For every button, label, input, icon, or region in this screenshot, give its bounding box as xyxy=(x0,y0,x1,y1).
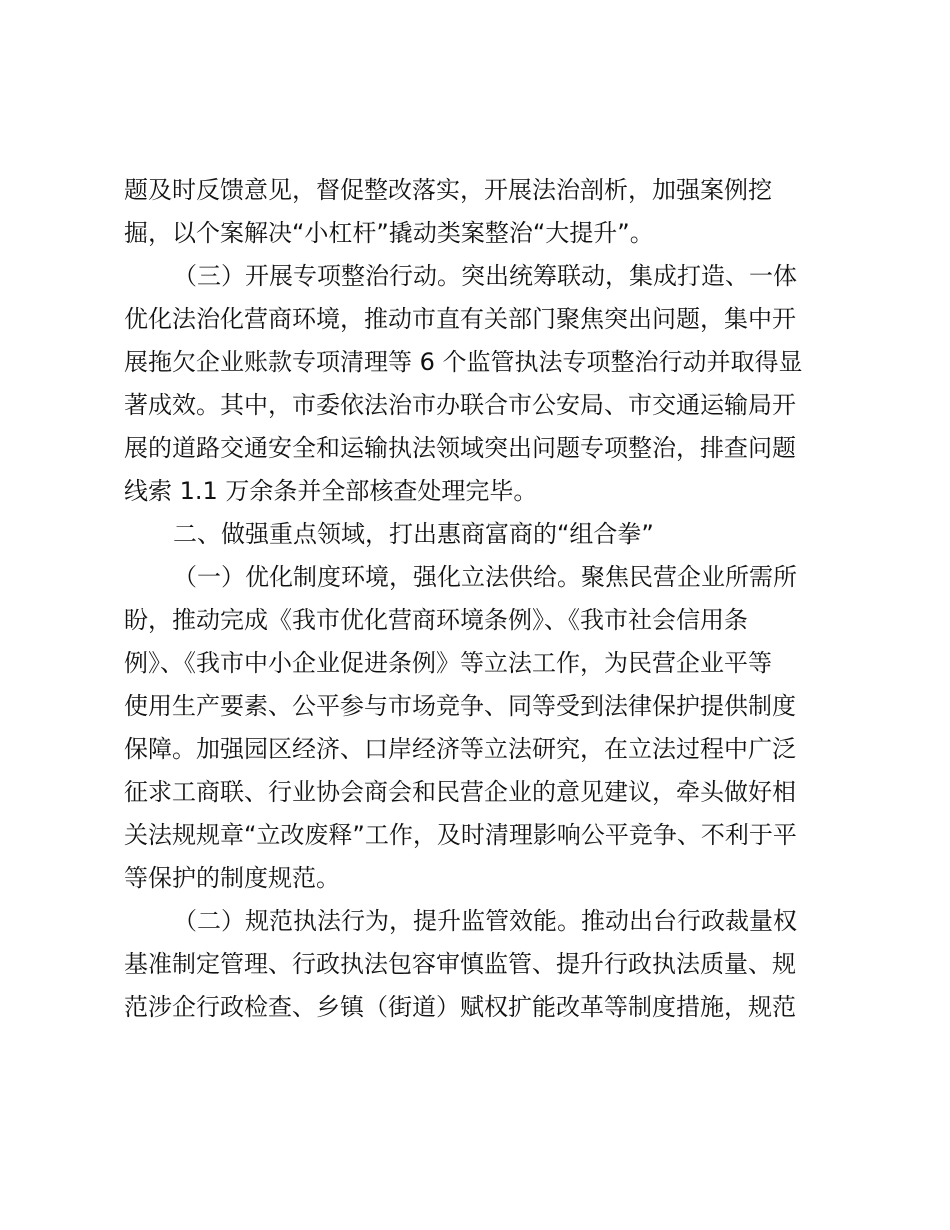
text-line: 展的道路交通安全和运输执法领域突出问题专项整治，排查问题 xyxy=(124,434,796,462)
text-line: 盼，推动完成《我市优化营商环境条例》、《我市社会信用条 xyxy=(124,606,748,634)
text-line: 基准制定管理、行政执法包容审慎监管、提升行政执法质量、规 xyxy=(124,950,796,978)
text-line: 展拖欠企业账款专项清理等 6 个监管执法专项整治行动并取得显 xyxy=(124,348,803,376)
text-line: 掘，以个案解决“小杠杆”撬动类案整治“大提升”。 xyxy=(124,219,654,247)
text-line: （二）规范执法行为，提升监管效能。推动出台行政裁量权 xyxy=(173,907,797,935)
text-line: 使用生产要素、公平参与市场竞争、同等受到法律保护提供制度 xyxy=(124,692,796,720)
section-heading: 二、做强重点领域，打出惠商富商的“组合拳” xyxy=(173,520,654,548)
text-line: 优化法治化营商环境，推动市直有关部门聚焦突出问题，集中开 xyxy=(124,305,796,333)
text-line: （一）优化制度环境，强化立法供给。聚焦民营企业所需所 xyxy=(173,563,797,591)
text-line: （三）开展专项整治行动。突出统筹联动，集成打造、一体 xyxy=(173,262,797,290)
text-line: 著成效。其中，市委依法治市办联合市公安局、市交通运输局开 xyxy=(124,391,796,419)
text-line: 征求工商联、行业协会商会和民营企业的意见建议，牵头做好相 xyxy=(124,778,796,806)
text-line: 范涉企行政检查、乡镇（街道）赋权扩能改革等制度措施，规范 xyxy=(124,993,796,1021)
text-line: 题及时反馈意见，督促整改落实，开展法治剖析，加强案例挖 xyxy=(124,176,772,204)
text-line: 线索 1.1 万余条并全部核查处理完毕。 xyxy=(124,477,538,505)
text-line: 保障。加强园区经济、口岸经济等立法研究，在立法过程中广泛 xyxy=(124,735,796,763)
text-line: 关法规规章“立改废释”工作，及时清理影响公平竞争、不利于平 xyxy=(124,821,797,849)
text-line: 例》、《我市中小企业促进条例》等立法工作，为民营企业平等 xyxy=(124,649,772,677)
text-line: 等保护的制度规范。 xyxy=(124,864,340,892)
